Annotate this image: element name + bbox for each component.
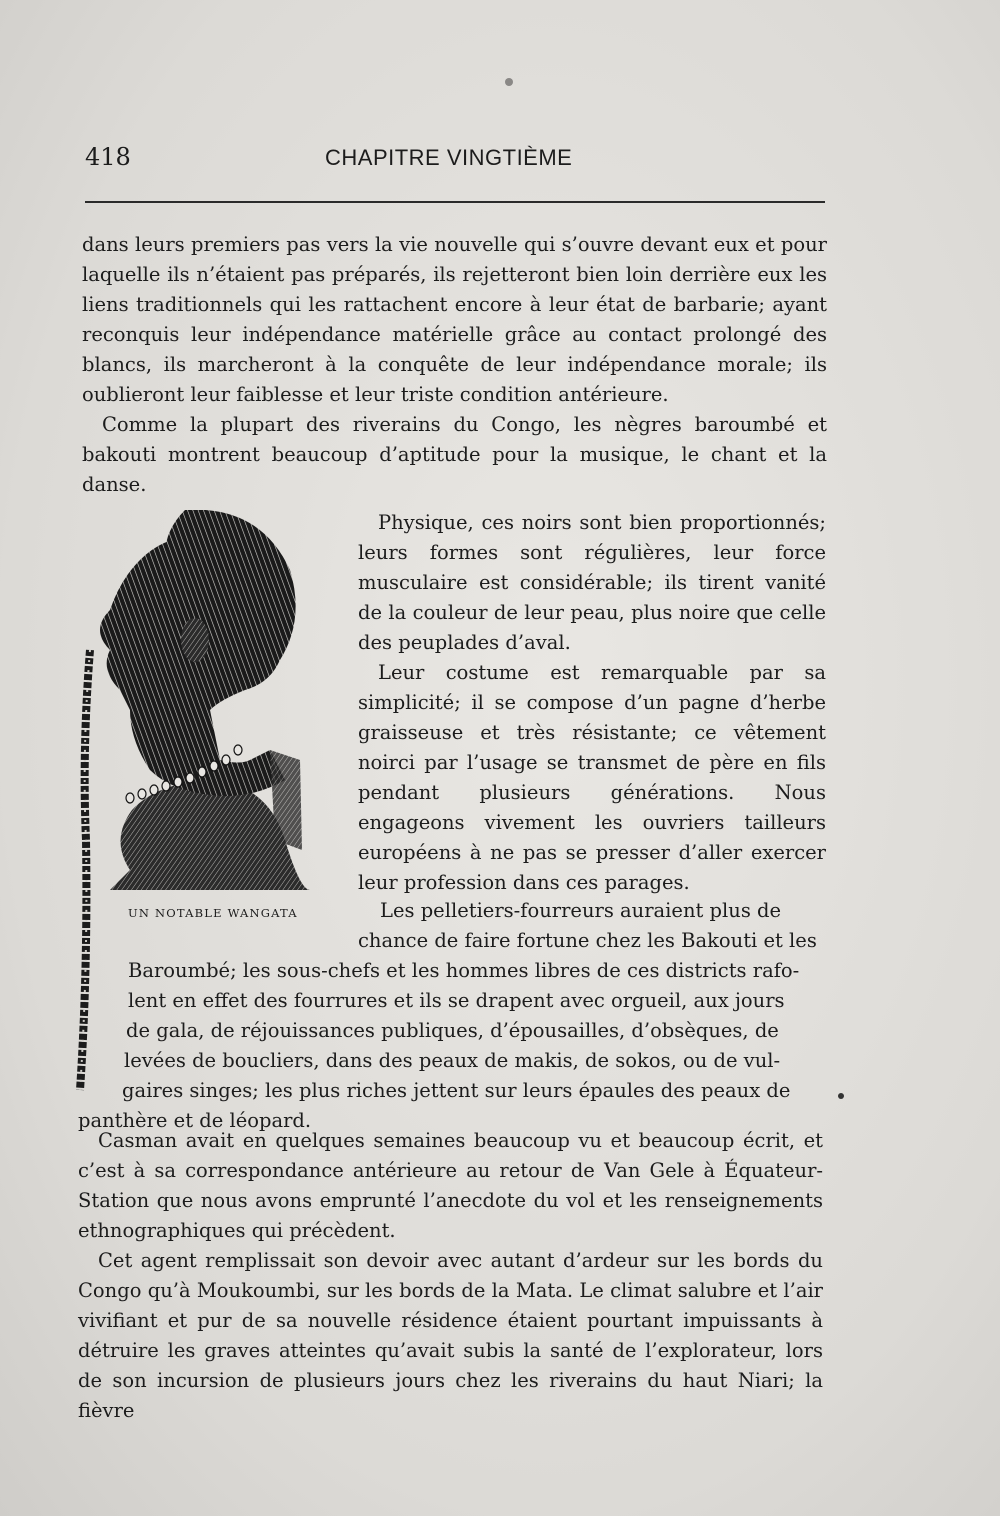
text-line: panthère et de léopard. [78,1109,312,1132]
text-line: gaires singes; les plus riches jettent sur leurs épaules des peaux de [122,1079,791,1102]
page-number: 418 [85,143,131,171]
paragraph: dans leurs premiers pas vers la vie nouvelle qui s’ouvre devant eux et pour laquelle ils n’étaient pas préparés, ils rejetteront bien loin derrière eux les liens traditionnels qui les rattachent encore à leur état de barbarie; ayant reconquis leur indépendance matérielle grâce au contact prolongé des blancs, ils marcheront à la conquête de leur indépendance morale; ils oublieront leur faiblesse et leur triste condition antérieure. [82,233,827,406]
text-line: Baroumbé; les sous-chefs et les hommes libres de ces districts rafo- [128,959,800,982]
text-block-wrap [78,896,826,1136]
page-header [85,140,825,180]
text-line: de gala, de réjouissances publiques, d’épousailles, d’obsèques, de [126,1019,779,1042]
text-line: Les pelletiers-fourreurs auraient plus de [380,899,782,922]
text-line: lent en effet des fourrures et ils se drapent avec orgueil, aux jours [128,989,785,1012]
running-head: CHAPITRE VINGTIÈME [325,145,573,170]
illustration-caption: UN NOTABLE WANGATA [128,906,298,920]
paragraph: Physique, ces noirs sont bien proportionnés; leurs formes sont régulières, leur force musculaire est considérable; ils tirent vanité de la couleur de leur peau, plus noire que celle des peuplades d’aval. [358,511,826,654]
ink-spot [838,1093,844,1099]
text-line: levées de boucliers, dans des peaux de makis, de sokos, ou de vul- [124,1049,781,1072]
paragraph: Leur costume est remarquable par sa simplicité; il se compose d’un pagne d’herbe graisseuse et très résistante; ce vêtement noirci par l’usage se transmet de père en fils pendant plusieurs générations. Nous engageons vivement les ouvriers tailleurs européens à ne pas se presser d’aller exercer leur profession dans ces parages. [358,661,826,894]
paragraph: Casman avait en quelques semaines beaucoup vu et beaucoup écrit, et c’est à sa correspondance antérieure au retour de Van Gele à Équateur-Station que nous avons emprunté l’anecdote du vol et les renseignements ethnographiques qui précèdent. [78,1129,823,1242]
header-rule [85,201,825,203]
text-block-top [82,230,827,500]
paragraph: Cet agent remplissait son devoir avec autant d’ardeur sur les bords du Congo qu’à Moukoumbi, sur les bords de la Mata. Le climat salubre et l’air vivifiant et pur de sa nouvelle résidence étaient pourtant impuissants à détruire les graves atteintes qu’avait subis la santé de l’explorateur, lors de son incursion de plusieurs jours chez les riverains du haut Niari; la fièvre [78,1249,823,1422]
text-block-bottom [78,1126,823,1426]
text-block-right [358,508,826,898]
paragraph: Comme la plupart des riverains du Congo, les nègres baroumbé et bakouti montrent beaucoup d’aptitude pour la musique, le chant et la danse. [82,413,827,496]
ink-spot [505,78,513,86]
text-line: chance de faire fortune chez les Bakouti et les [358,929,817,952]
